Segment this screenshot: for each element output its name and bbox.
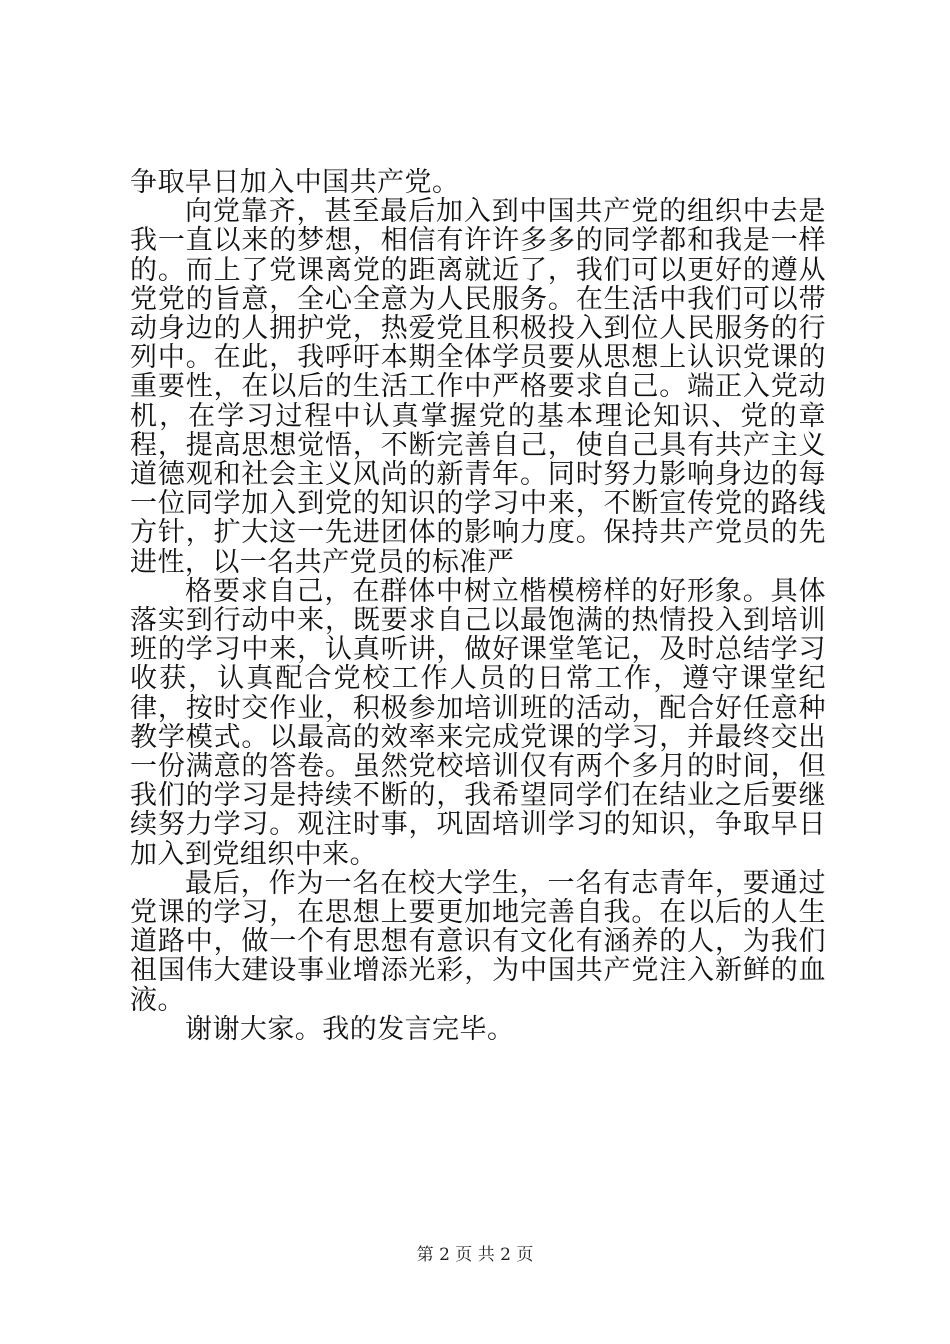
paragraph-3: 格要求自己，在群体中树立楷模榜样的好形象。具体落实到行动中来，既要求自己以最饱满的热情投入到培训班的学习中来，认真听讲，做好课堂笔记，及时总结学习收获，认真配合党校工作人员的日常工作，遵守课堂纪律，按时交作业，积极参加培训班的活动，配合好任意种教学模式。以最高的效率来完成党课的学习，并最终交出一份满意的答卷。虽然党校培训仅有两个多月的时间，但我们的学习是持续不断的，我希望同学们在结业之后要继续努力学习。观注时事，巩固培训学习的知识，争取早日加入到党组织中来。 xyxy=(130,575,826,870)
paragraph-5: 谢谢大家。我的发言完毕。 xyxy=(185,1013,515,1045)
document-body xyxy=(130,168,826,1044)
paragraph-1: 争取早日加入中国共产党。 xyxy=(130,167,460,198)
page-number-footer: 第 2 页 共 2 页 xyxy=(416,1245,534,1265)
paragraph-4: 最后，作为一名在校大学生，一名有志青年，要通过党课的学习，在思想上要更加地完善自我。在以后的人生道路中，做一个有思想有意识有文化有涵养的人，为我们祖国伟大建设事业增添光彩，为中国共产党注入新鲜的血液。 xyxy=(130,867,826,1016)
paragraph-2: 向党靠齐，甚至最后加入到中国共产党的组织中去是我一直以来的梦想，相信有许许多多的同学都和我是一样的。而上了党课离党的距离就近了，我们可以更好的遵从党党的旨意，全心全意为人民服务。在生活中我们可以带动身边的人拥护党，热爱党且积极投入到位人民服务的行列中。在此，我呼吁本期全体学员要从思想上认识党课的重要性，在以后的生活工作中严格要求自己。端正入党动机，在学习过程中认真掌握党的基本理论知识、党的章程，提高思想觉悟，不断完善自己，使自己具有共产主义道德观和社会主义风尚的新青年。同时努力影响身边的每一位同学加入到党的知识的学习中来，不断宣传党的路线方针，扩大这一先进团体的影响力度。保持共产党员的先进性，以一名共产党员的标准严 xyxy=(130,196,826,578)
